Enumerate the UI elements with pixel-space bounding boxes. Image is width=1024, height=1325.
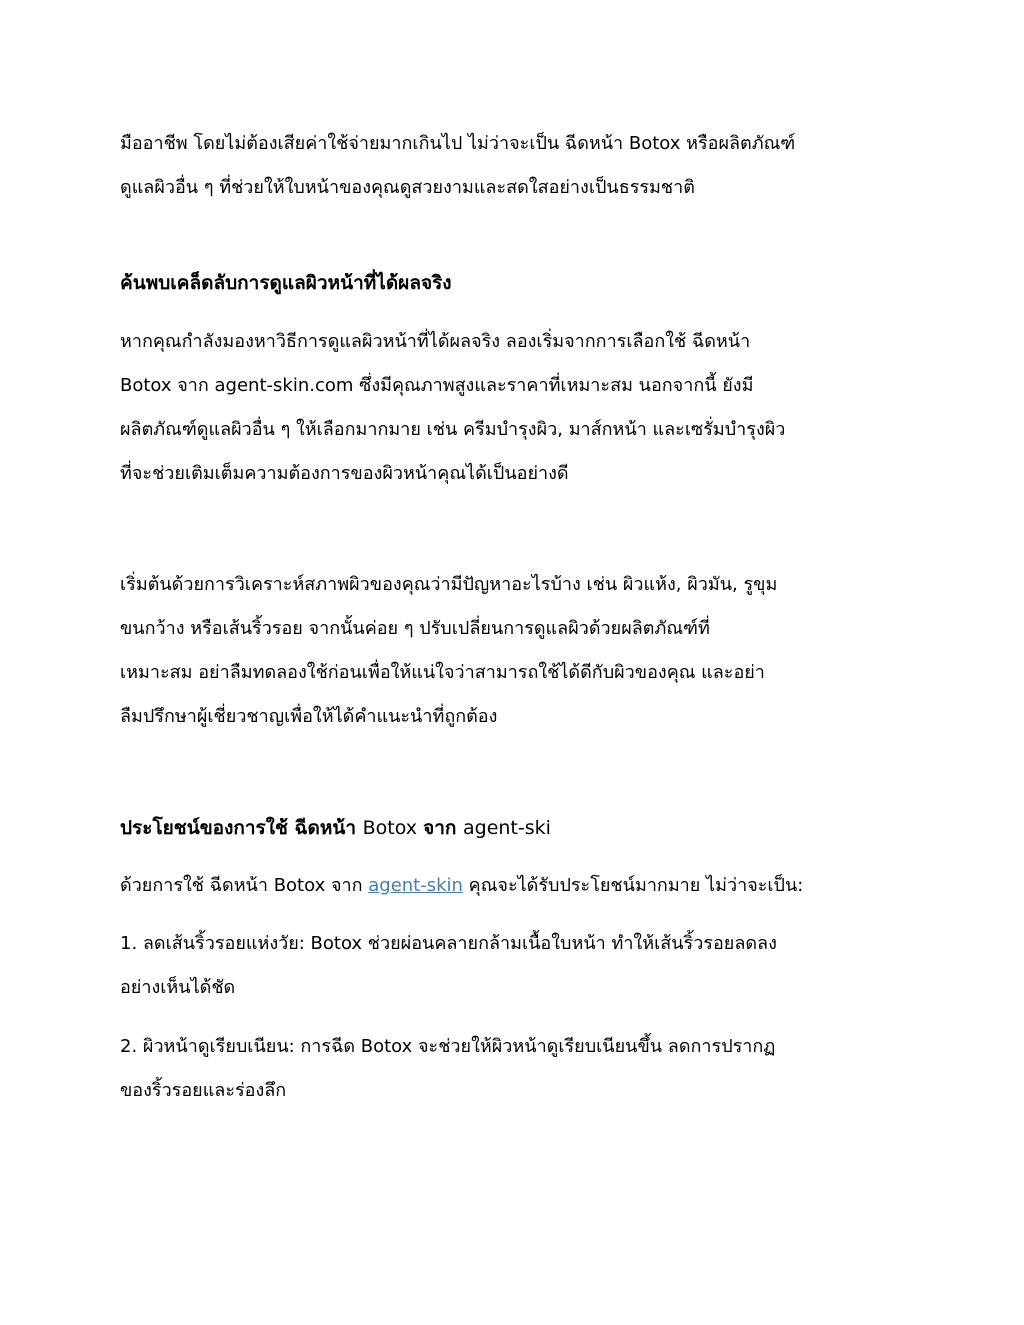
benefit-item-2-line-1: 2. ผิวหน้าดูเรียบเนียน: การฉีด Botox จะช่วยให้ผิวหน้าดูเรียบเนียนขึ้น ลดการปรากฏ [120, 1036, 776, 1057]
agent-skin-link[interactable]: agent-skin [368, 875, 463, 896]
section2-intro-before-link: ด้วยการใช้ ฉีดหน้า Botox จาก [120, 875, 369, 896]
benefit-item-1-line-2: อย่างเห็นได้ชัด [120, 977, 236, 998]
benefit-item-1 [120, 922, 920, 1010]
section2-heading-part-2: Botox [362, 817, 424, 839]
section2-heading [120, 808, 920, 848]
section2-intro-after-link: คุณจะได้รับประโยชน์มากมาย ไม่ว่าจะเป็น: [462, 875, 804, 896]
intro-line-1: มืออาชีพ โดยไม่ต้องเสียค่าใช้จ่ายมากเกินไป ไม่ว่าจะเป็น ฉีดหน้า Botox หรือผลิตภัณฑ์ [120, 133, 796, 154]
intro-line-2: ดูแลผิวอื่น ๆ ที่ช่วยให้ใบหน้าของคุณดูสวยงามและสดใสอย่างเป็นธรรมชาติ [120, 177, 695, 198]
section2-heading-part-3: จาก [423, 817, 463, 839]
section1-paragraph-1 [120, 320, 920, 496]
benefit-item-1-line-1: 1. ลดเส้นริ้วรอยแห่งวัย: Botox ช่วยผ่อนคลายกล้ามเนื้อใบหน้า ทำให้เส้นริ้วรอยลดลง [120, 933, 777, 954]
section1-p1-line-1: หากคุณกำลังมองหาวิธีการดูแลผิวหน้าที่ได้ผลจริง ลองเริ่มจากการเลือกใช้ ฉีดหน้า [120, 331, 751, 352]
section2-heading-part-4: agent-ski [462, 817, 551, 839]
section1-p2-line-1: เริ่มต้นด้วยการวิเคราะห์สภาพผิวของคุณว่ามีปัญหาอะไรบ้าง เช่น ผิวแห้ง, ผิวมัน, รูขุม [120, 574, 778, 595]
section1-p1-line-2: Botox จาก agent-skin.com ซึ่งมีคุณภาพสูงและราคาที่เหมาะสม นอกจากนี้ ยังมี [120, 375, 754, 396]
benefit-item-2-line-2: ของริ้วรอยและร่องลึก [120, 1080, 287, 1101]
section1-p2-line-4: ลืมปรึกษาผู้เชี่ยวชาญเพื่อให้ได้คำแนะนำที่ถูกต้อง [120, 706, 498, 727]
section2-intro-line [120, 864, 920, 908]
section1-paragraph-2 [120, 563, 920, 739]
section1-p2-line-3: เหมาะสม อย่าลืมทดลองใช้ก่อนเพื่อให้แน่ใจว่าสามารถใช้ได้ดีกับผิวของคุณ และอย่า [120, 662, 765, 683]
benefit-item-2 [120, 1025, 920, 1113]
section2-heading-part-1: ประโยชน์ของการใช้ ฉีดหน้า [120, 817, 363, 839]
section1-p1-line-4: ที่จะช่วยเติมเต็มความต้องการของผิวหน้าคุณได้เป็นอย่างดี [120, 463, 569, 484]
section1-heading: ค้นพบเคล็ดลับการดูแลผิวหน้าที่ได้ผลจริง [120, 272, 452, 294]
section1-p1-line-3: ผลิตภัณฑ์ดูแลผิวอื่น ๆ ให้เลือกมากมาย เช่น ครีมบำรุงผิว, มาส์กหน้า และเซรั่มบำรุงผิว [120, 419, 786, 440]
intro-paragraph [120, 122, 920, 210]
section2-intro [120, 864, 920, 908]
section1-p2-line-2: ขนกว้าง หรือเส้นริ้วรอย จากนั้นค่อย ๆ ปรับเปลี่ยนการดูแลผิวด้วยผลิตภัณฑ์ที่ [120, 618, 710, 639]
